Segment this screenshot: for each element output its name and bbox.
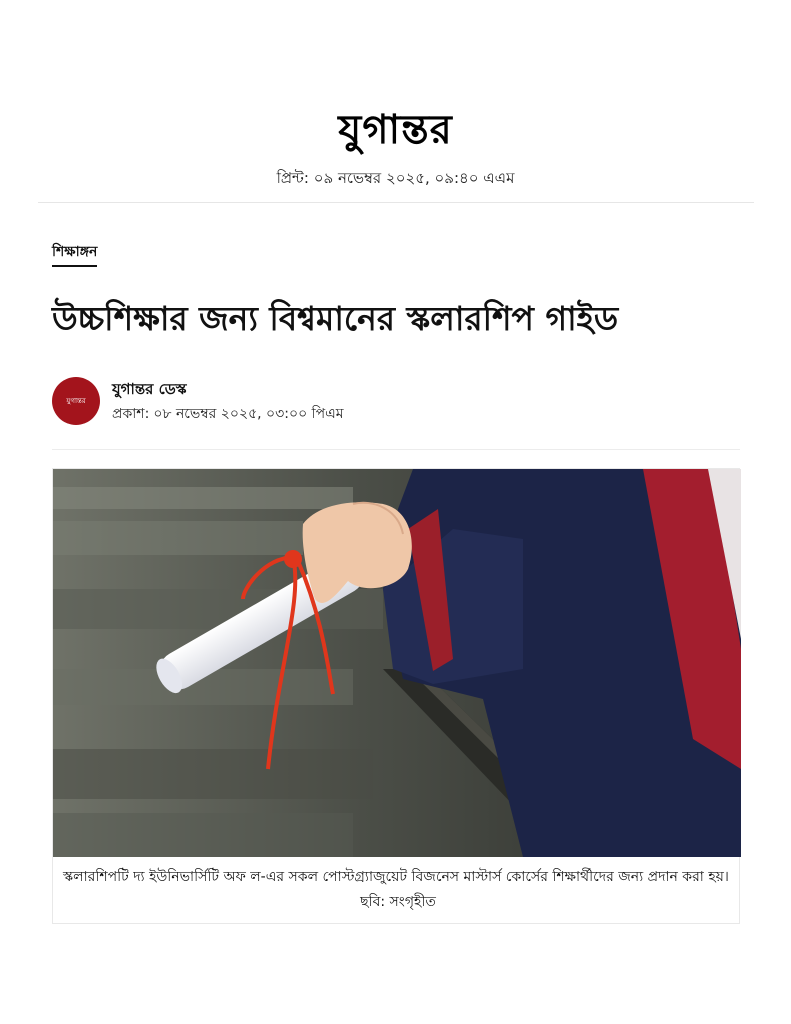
bg-stripe xyxy=(53,487,353,509)
print-date xyxy=(0,168,791,188)
author-name[interactable]: যুগান্তর ডেস্ক xyxy=(112,380,187,398)
byline xyxy=(52,377,742,427)
category-label[interactable]: শিক্ষাঙ্গন xyxy=(52,242,97,267)
bg-stripe xyxy=(53,813,353,857)
ribbon-knot xyxy=(284,550,302,568)
graduation-photo xyxy=(53,469,741,857)
print-label: প্রিন্ট: xyxy=(276,169,309,187)
image-caption xyxy=(63,865,729,915)
published-date-value: ০৮ নভেম্বর ২০২৫, ০৩:০০ পিএম xyxy=(153,406,344,422)
headline: উচ্চশিক্ষার জন্য বিশ্বমানের স্কলারশিপ গাইড xyxy=(52,299,619,338)
article-photo xyxy=(53,469,741,857)
article-figure xyxy=(52,468,740,924)
byline-divider xyxy=(52,449,740,450)
caption-credit: ছবি: সংগৃহীত xyxy=(360,894,436,910)
bg-stripe xyxy=(53,749,373,799)
print-date-value: ০৯ নভেম্বর ২০২৫, ০৯:৪০ এএম xyxy=(313,169,515,187)
author-avatar: যুগান্তর xyxy=(52,377,100,425)
masthead xyxy=(0,104,791,156)
caption-text: স্কলারশিপটি দ্য ইউনিভার্সিটি অফ ল-এর সকল পোস্টগ্র্যাজুয়েট বিজনেস মাস্টার্স কোর্সের শিক্ষার্থীদের জন্য প্রদান করা হয়। xyxy=(63,869,729,885)
published-label: প্রকাশ: xyxy=(112,406,150,422)
bg-stripe xyxy=(53,521,303,555)
header-divider xyxy=(38,202,754,203)
published-date xyxy=(112,404,344,424)
site-logo[interactable]: যুগান্তর xyxy=(338,106,453,153)
